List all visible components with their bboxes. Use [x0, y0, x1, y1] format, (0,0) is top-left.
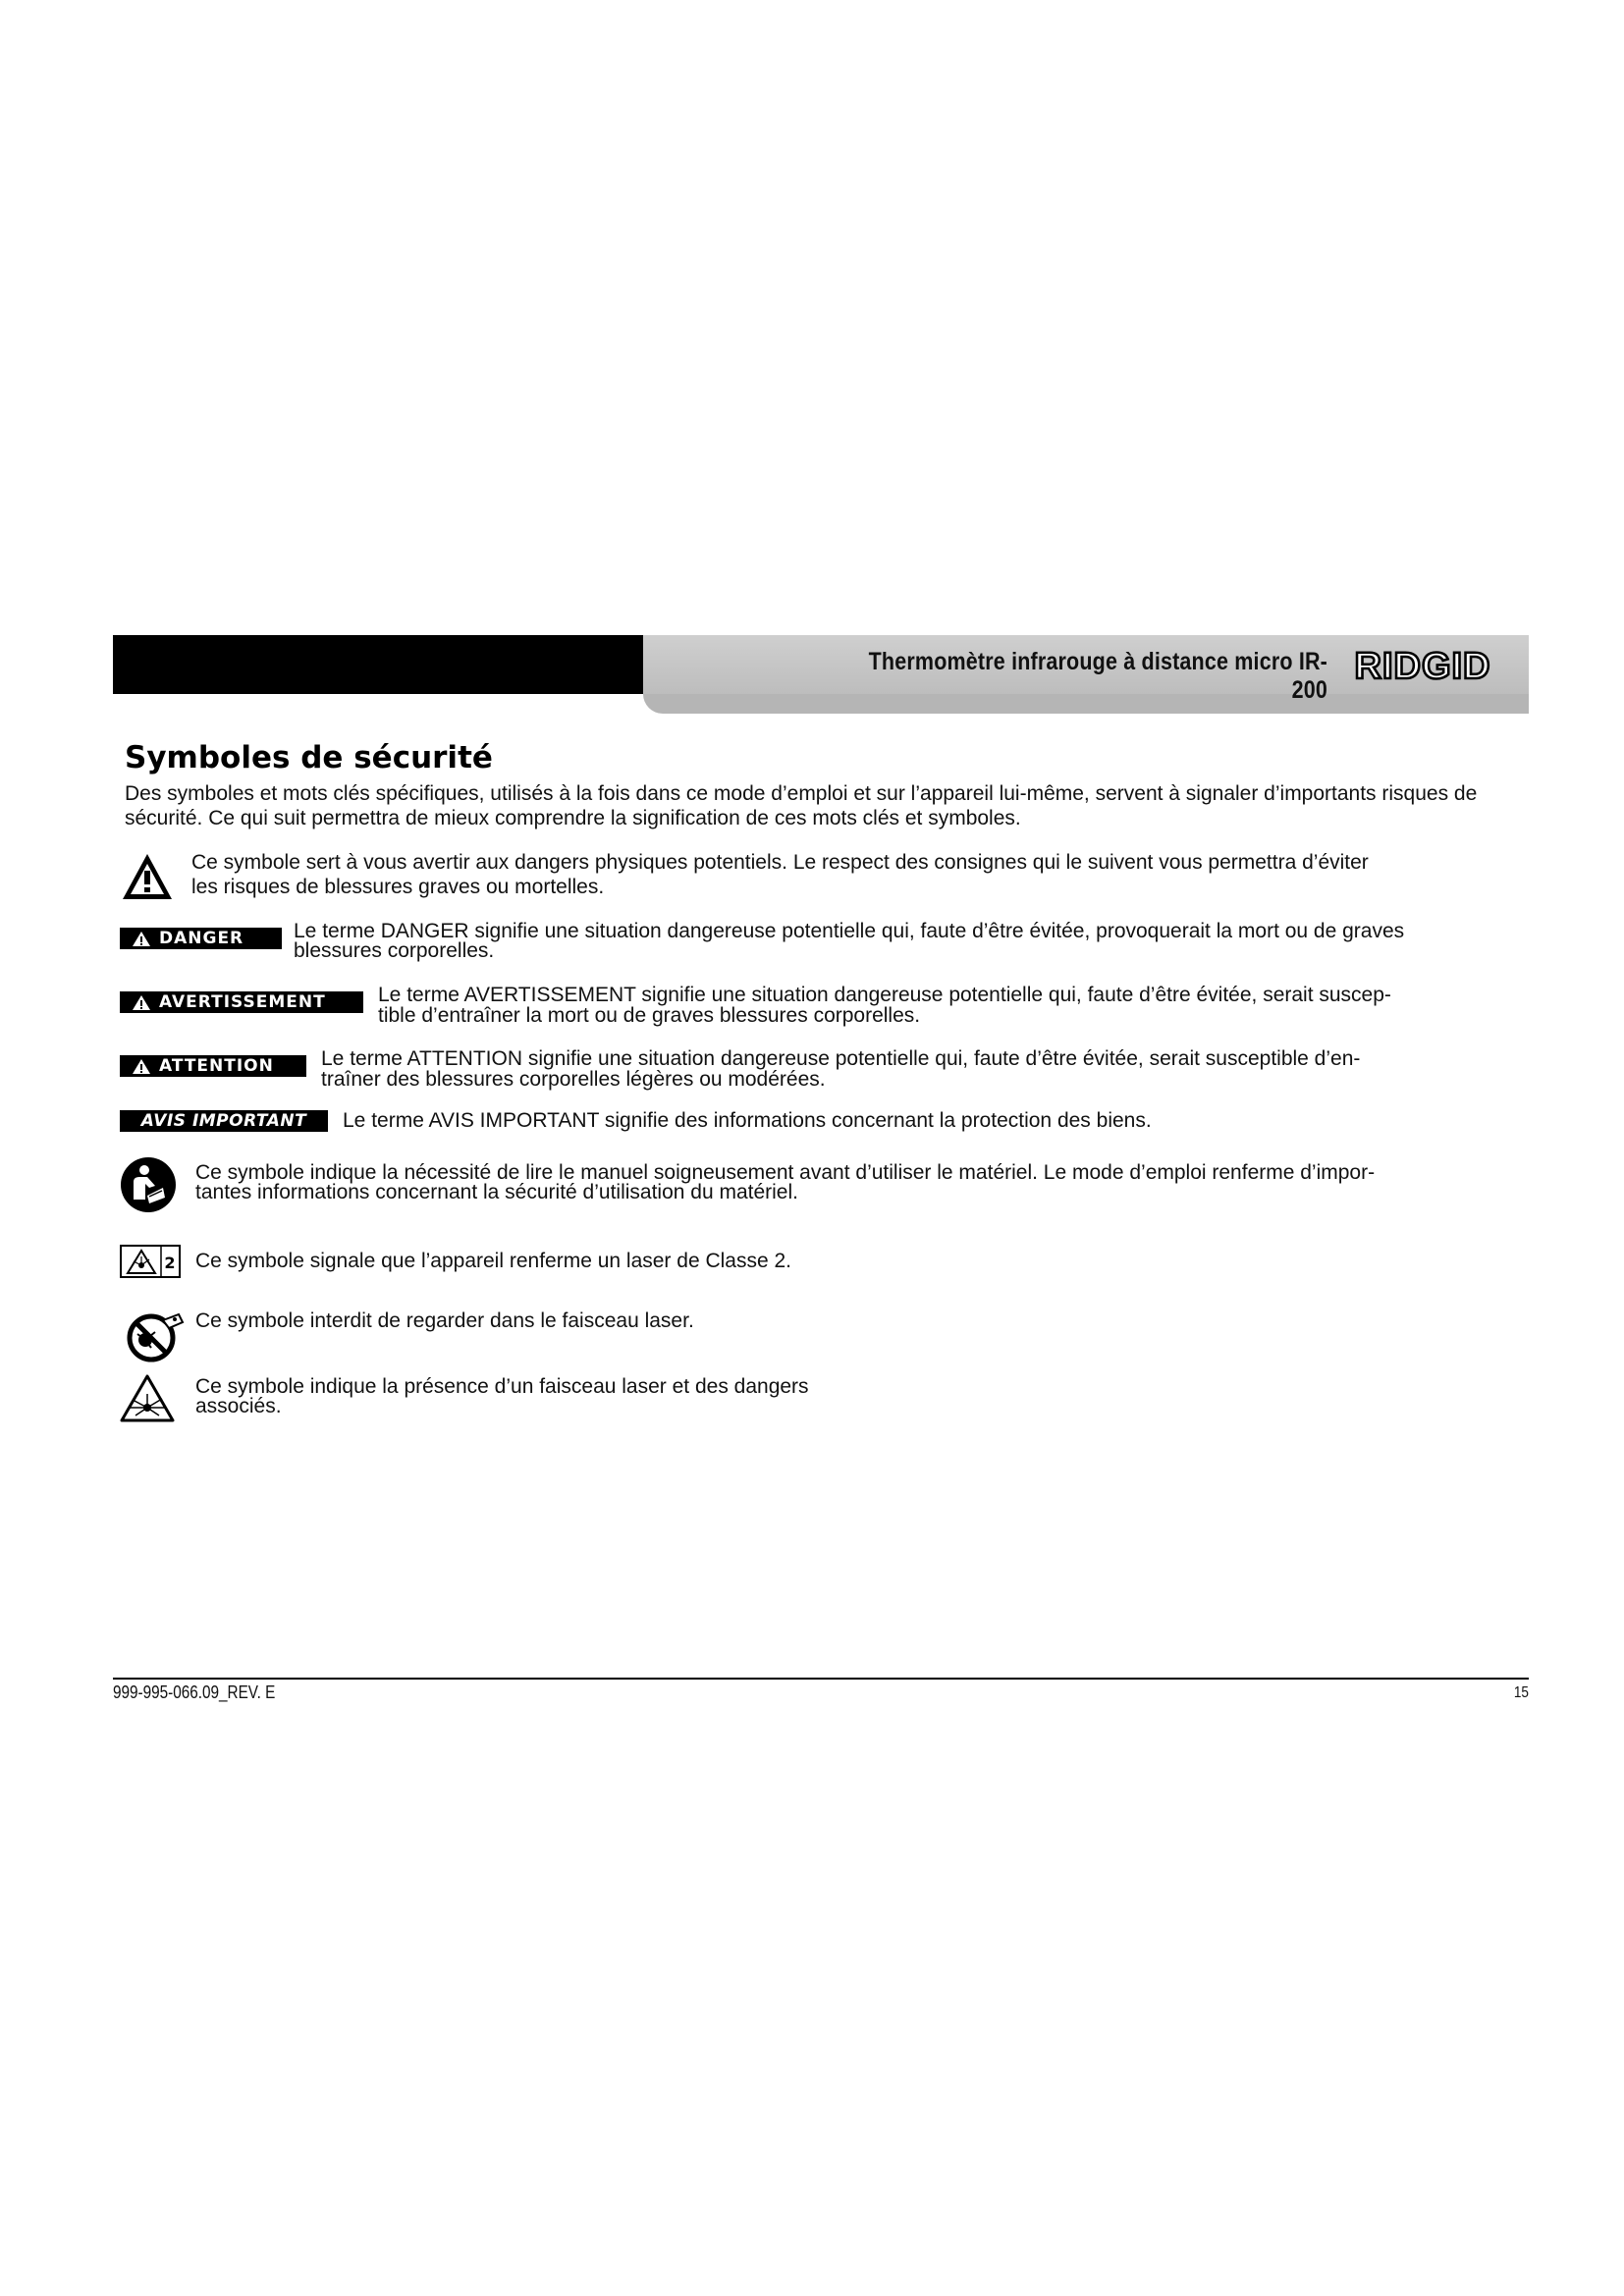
warning-label: AVERTISSEMENT — [159, 992, 326, 1012]
manual-text-line2: tantes informations concernant la sécurité d’utilisation du matériel. — [195, 1181, 798, 1203]
header-black-band — [113, 635, 645, 694]
warning-text-line2: tible d’entraîner la mort ou de graves blessures corporelles. — [378, 1004, 921, 1027]
section-title: Symboles de sécurité — [125, 740, 493, 775]
warning-signal-word — [120, 991, 363, 1013]
danger-text-line2: blessures corporelles. — [294, 939, 495, 962]
no-stare-laser-icon — [126, 1307, 187, 1363]
logo-text: RIDGID — [1354, 646, 1491, 686]
laser-class-text: Ce symbole signale que l’appareil renferme un laser de Classe 2. — [195, 1250, 791, 1272]
notice-text-line1: Le terme AVIS IMPORTANT signifie des informations concernant la protection des biens. — [343, 1109, 1152, 1132]
header-title: Thermomètre infrarouge à distance micro IR-200 — [868, 648, 1327, 704]
footer-page-number: 15 — [1513, 1684, 1529, 1701]
warning-triangle-icon — [132, 931, 151, 947]
ridgid-logo — [1349, 643, 1496, 686]
laser-class-2-icon — [120, 1245, 181, 1278]
safety-alert-icon — [120, 851, 175, 902]
footer-rule — [113, 1678, 1529, 1680]
no-stare-text: Ce symbole interdit de regarder dans le faisceau laser. — [195, 1309, 694, 1332]
laser-hazard-text-line1: Ce symbole indique la présence d’un faisceau laser et des dangers — [195, 1375, 809, 1398]
caution-text-line2: traîner des blessures corporelles légères ou modérées. — [321, 1068, 826, 1091]
manual-text-line1: Ce symbole indique la nécessité de lire le manuel soigneusement avant d’utiliser le matériel. Le mode d’emploi renferme d’impor- — [195, 1161, 1376, 1184]
caution-text-line1: Le terme ATTENTION signifie une situation dangereuse potentielle qui, faute d’être évitée, serait susceptible d’en- — [321, 1047, 1361, 1070]
intro-paragraph: Des symboles et mots clés spécifiques, utilisés à la fois dans ce mode d’emploi et sur l’appareil lui-même, servent à signaler d’importants risques de sécurité. Ce qui suit permettra de mieux comprendre la signification de ces mots clés et symboles. — [125, 782, 1478, 829]
caution-signal-word — [120, 1055, 306, 1077]
warning-triangle-icon — [132, 1058, 151, 1075]
laser-hazard-text-line2: associés. — [195, 1395, 282, 1417]
laser-hazard-icon — [120, 1374, 175, 1423]
alert-text-line2: les risques de blessures graves ou mortelles. — [191, 876, 605, 898]
caution-label: ATTENTION — [159, 1056, 274, 1076]
warning-text-line1: Le terme AVERTISSEMENT signifie une situation dangereuse potentielle qui, faute d’être évitée, serait suscep- — [378, 984, 1391, 1006]
warning-triangle-icon — [132, 994, 151, 1011]
alert-text-line1: Ce symbole sert à vous avertir aux dangers physiques potentiels. Le respect des consignes qui le suivent vous permettra d’éviter — [191, 851, 1369, 874]
danger-label: DANGER — [159, 929, 244, 948]
laser-class-number: 2 — [164, 1254, 176, 1272]
notice-signal-word: AVIS IMPORTANT — [120, 1110, 328, 1132]
danger-text-line1: Le terme DANGER signifie une situation dangereuse potentielle qui, faute d’être évitée, provoquerait la mort ou de graves — [294, 920, 1405, 942]
read-manual-icon — [120, 1156, 177, 1213]
footer-doc-number: 999-995-066.09_REV. E — [113, 1682, 276, 1702]
danger-signal-word — [120, 928, 282, 949]
